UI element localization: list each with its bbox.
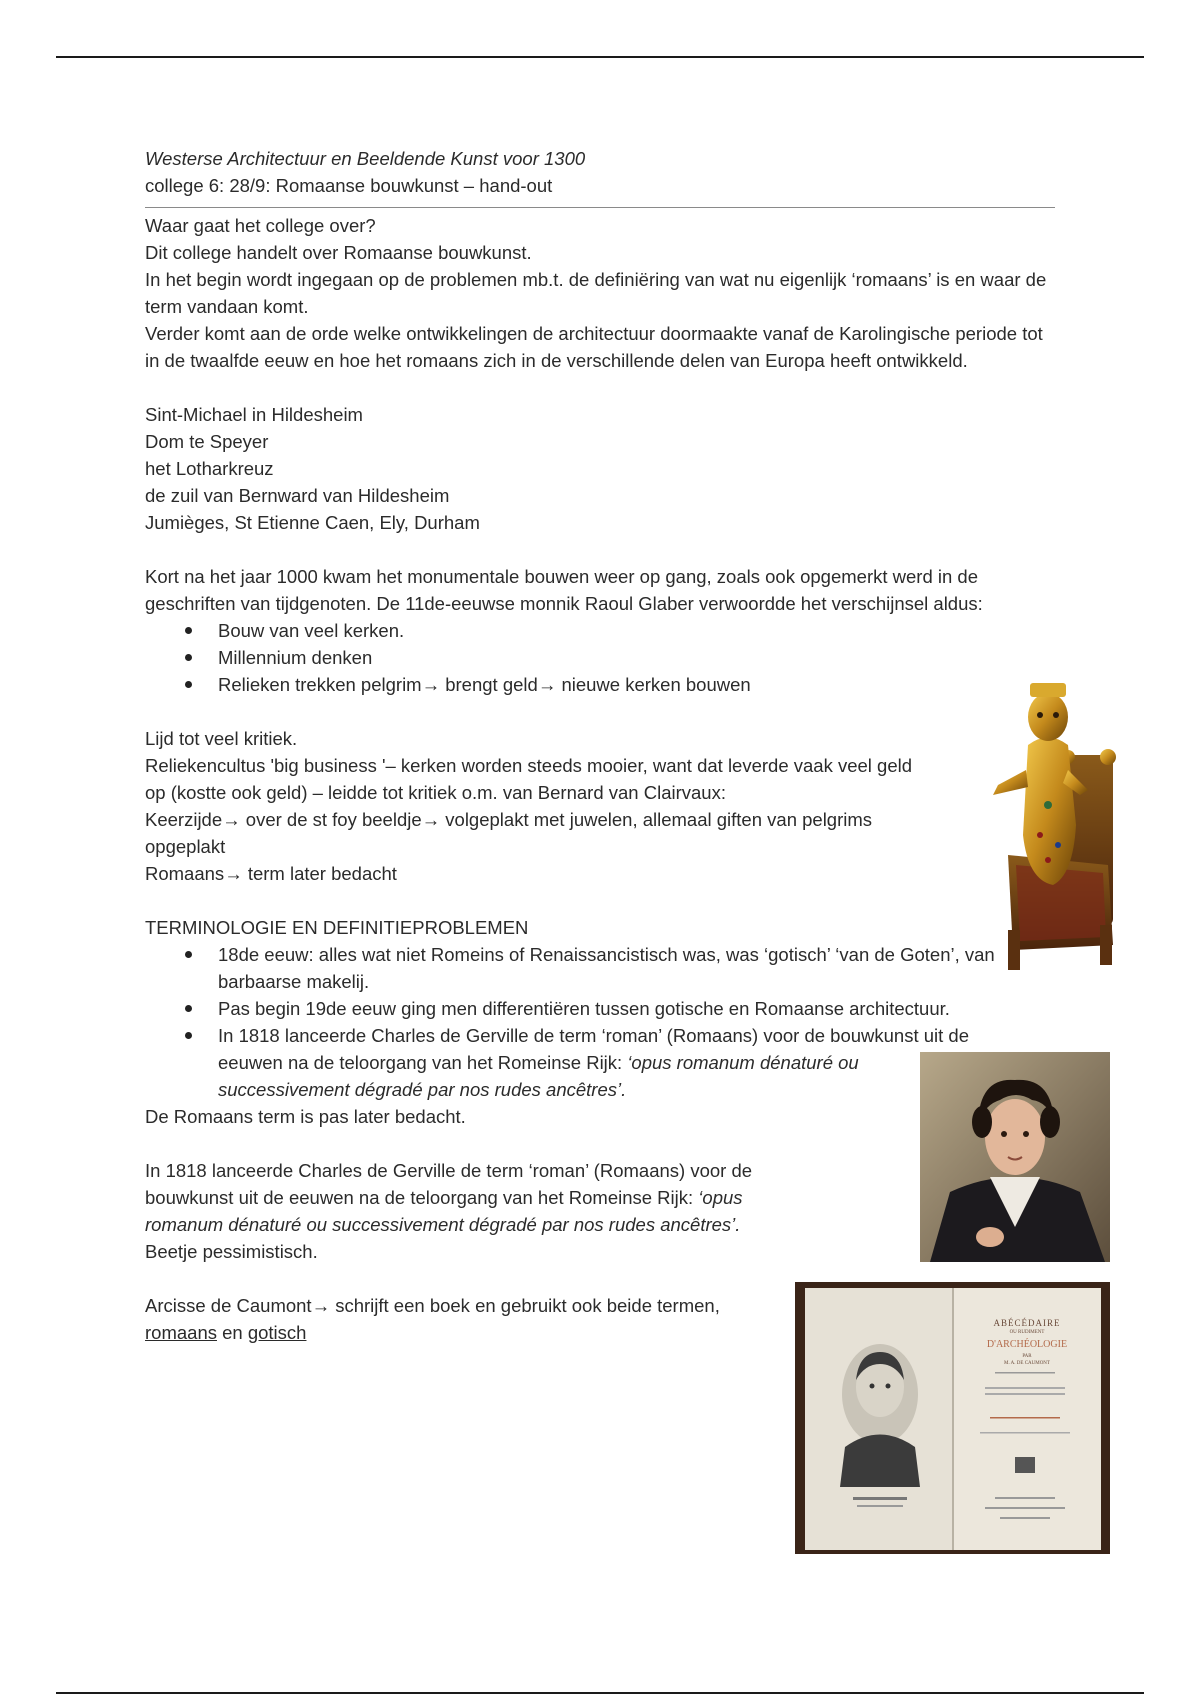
arrow-icon: → — [537, 674, 557, 695]
work-item: de zuil van Bernward van Hildesheim — [145, 485, 450, 506]
arrow-icon: → — [224, 863, 243, 884]
gerville-block — [145, 1157, 785, 1346]
terminology-note: De Romaans term is pas later bedacht. — [145, 1106, 466, 1127]
gerville-paragraph: In 1818 lanceerde Charles de Gerville de term ‘roman’ (Romaans) voor de bouwkunst uit de eeuwen na de teloorgang van het Romeinse Rijk: ‘opus romanum dénaturé ou successivement dégradé par nos rudes ancêtres’. — [145, 1160, 753, 1235]
intro-question: Waar gaat het college over? — [145, 215, 376, 236]
document-body — [145, 145, 1055, 1346]
top-rule — [56, 56, 1144, 58]
work-item: Sint-Michael in Hildesheim — [145, 404, 363, 425]
list-item: Pas begin 19de eeuw ging men differentiëren tussen gotische en Romaanse architectuur. — [145, 995, 988, 1022]
arrow-icon: → — [421, 674, 441, 695]
critique-line: Reliekencultus 'big business '– kerken worden steeds mooier, want dat leverde vaak veel geld op (kostte ook geld) – leidde tot kritiek o.m. van Bernard van Clairvaux: — [145, 755, 913, 803]
sainte-foy-statue-image — [968, 675, 1130, 973]
list-item: 18de eeuw: alles wat niet Romeins of Renaissancistisch was, was ‘gotisch’ ‘van de Goten’, van barbaarse makelij. — [145, 941, 1055, 995]
list-item: Bouw van veel kerken. — [145, 617, 1055, 644]
separator-line — [145, 207, 1055, 208]
arrow-icon: → — [222, 809, 241, 830]
book-title-line: OU RUDIMENT — [1009, 1330, 1045, 1335]
gerville-remark: Beetje pessimistisch. — [145, 1241, 318, 1262]
work-item: Jumièges, St Etienne Caen, Ely, Durham — [145, 512, 480, 533]
work-item: Dom te Speyer — [145, 431, 269, 452]
caumont-book-image — [795, 1282, 1110, 1554]
glaber-list — [145, 617, 1055, 698]
work-item: het Lotharkreuz — [145, 458, 274, 479]
course-title: Westerse Architectuur en Beeldende Kunst voor 1300 — [145, 148, 586, 169]
section1-paragraph: Kort na het jaar 1000 kwam het monumentale bouwen weer op gang, zoals ook opgemerkt werd in de geschriften van tijdgenoten. De 11de-eeuwse monnik Raoul Glaber verwoordde het verschijnsel aldus: — [145, 566, 983, 614]
lecture-subtitle: college 6: 28/9: Romaanse bouwkunst – hand-out — [145, 175, 553, 196]
book-title-line: PAR — [1022, 1354, 1032, 1359]
book-title-line: D'ARCHÉOLOGIE — [986, 1339, 1068, 1350]
arrow-icon: → — [311, 1295, 331, 1316]
list-item: Relieken trekken pelgrim→ brengt geld→ nieuwe kerken bouwen — [145, 671, 1055, 698]
caumont-paragraph: Arcisse de Caumont→ schrijft een boek en gebruikt ook beide termen, romaans en gotisch — [145, 1295, 720, 1343]
intro-line: Dit college handelt over Romaanse bouwkunst. — [145, 242, 532, 263]
terminology-list — [145, 941, 1055, 1103]
gerville-portrait-image — [920, 1052, 1110, 1262]
critique-block — [145, 725, 915, 887]
book-author-line: M. A. DE CAUMONT — [1004, 1361, 1050, 1366]
intro-line: In het begin wordt ingegaan op de problemen mb.t. de definiëring van wat nu eigenlijk ‘romaans’ is en waar de term vandaan komt. — [145, 269, 1047, 317]
bottom-rule — [56, 1692, 1144, 1694]
list-item: In 1818 lanceerde Charles de Gerville de term ‘roman’ (Romaans) voor de bouwkunst uit de eeuwen na de teloorgang van het Romeinse Rijk: ‘opus romanum dénaturé ou successivement dégradé par nos rudes ancêtres’. — [145, 1022, 988, 1103]
section-heading: TERMINOLOGIE EN DEFINITIEPROBLEMEN — [145, 917, 529, 938]
book-title-line: ABÉCÉDAIRE — [993, 1318, 1061, 1328]
arrow-icon: → — [421, 809, 441, 830]
critique-line: Lijd tot veel kritiek. — [145, 728, 298, 749]
list-item: Millennium denken — [145, 644, 1055, 671]
intro-line: Verder komt aan de orde welke ontwikkelingen de architectuur doormaakte vanaf de Karolingische periode tot in de twaalfde eeuw en hoe het romaans zich in de verschillende delen van Europa heeft ontwikkeld. — [145, 323, 1043, 371]
critique-line: Romaans→ term later bedacht — [145, 863, 397, 884]
critique-line: Keerzijde→ over de st foy beeldje→ volgeplakt met juwelen, allemaal giften van pelgrims opgeplakt — [145, 809, 873, 857]
